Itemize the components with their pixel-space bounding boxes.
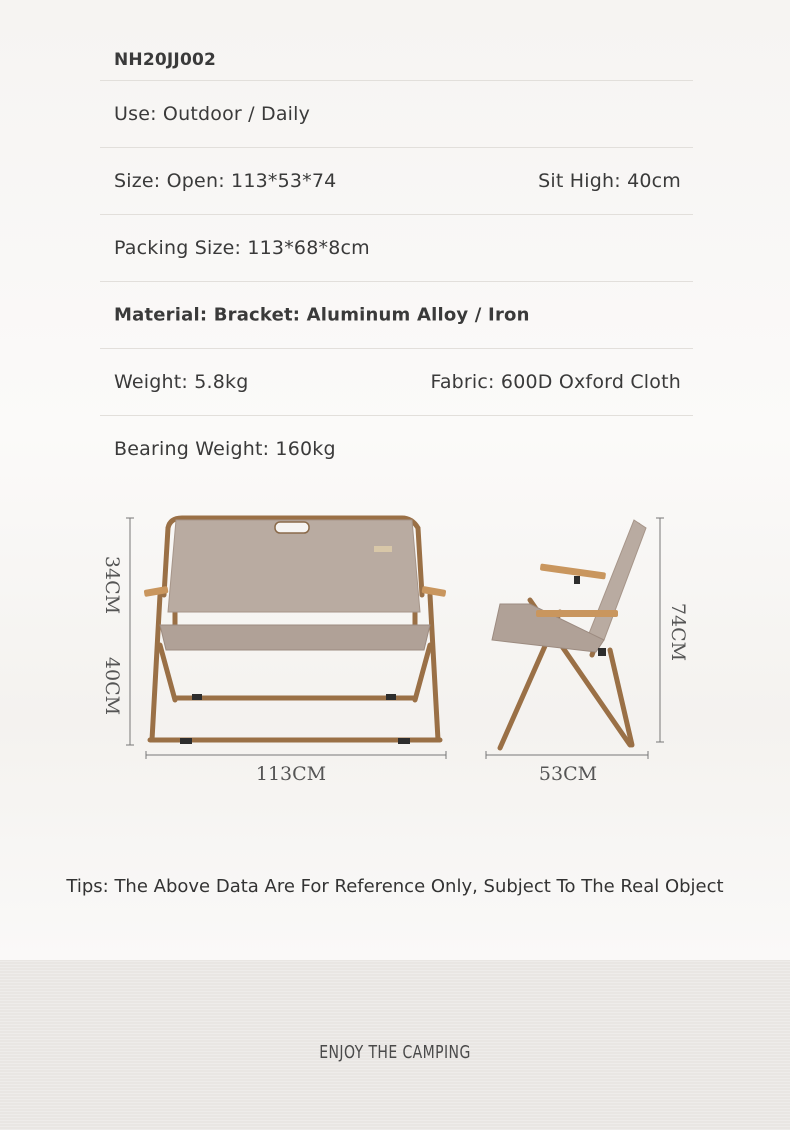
use-label: Use: Outdoor / Daily — [114, 103, 311, 125]
spec-row-weight — [100, 349, 693, 416]
material-label: Material: Bracket: Aluminum Alloy / Iron — [114, 304, 530, 326]
model-number: NH20JJ002 — [114, 50, 217, 70]
total-height-dimension: 74CM — [667, 602, 689, 662]
spec-row-size — [100, 148, 693, 215]
weight-label: Weight: 5.8kg — [114, 371, 249, 393]
front-width-dimension: 113CM — [255, 763, 327, 785]
spec-row-use — [100, 81, 693, 148]
bearing-weight-label: Bearing Weight: 160kg — [114, 438, 336, 460]
fabric-label: Fabric: 600D Oxford Cloth — [430, 371, 681, 393]
spec-row-model — [100, 40, 693, 81]
spec-row-material — [100, 282, 693, 349]
spec-table — [100, 40, 693, 482]
chair-dimension-diagram — [0, 505, 790, 805]
spec-row-bearing — [100, 416, 693, 482]
footer-slogan: ENJOY THE CAMPING — [319, 1042, 471, 1063]
side-chair-illustration — [492, 520, 646, 748]
packing-size-label: Packing Size: 113*68*8cm — [114, 237, 370, 259]
footer-banner — [0, 960, 790, 1130]
front-chair-illustration — [144, 518, 447, 744]
spec-row-packing — [100, 215, 693, 282]
side-depth-dimension: 53CM — [538, 763, 598, 785]
sit-high-label: Sit High: 40cm — [538, 170, 681, 192]
size-label: Size: Open: 113*53*74 — [114, 170, 337, 192]
seat-height-dimension: 40CM — [101, 656, 123, 716]
back-height-dimension: 34CM — [101, 555, 123, 615]
reference-tips: Tips: The Above Data Are For Reference Only, Subject To The Real Object — [66, 876, 724, 897]
